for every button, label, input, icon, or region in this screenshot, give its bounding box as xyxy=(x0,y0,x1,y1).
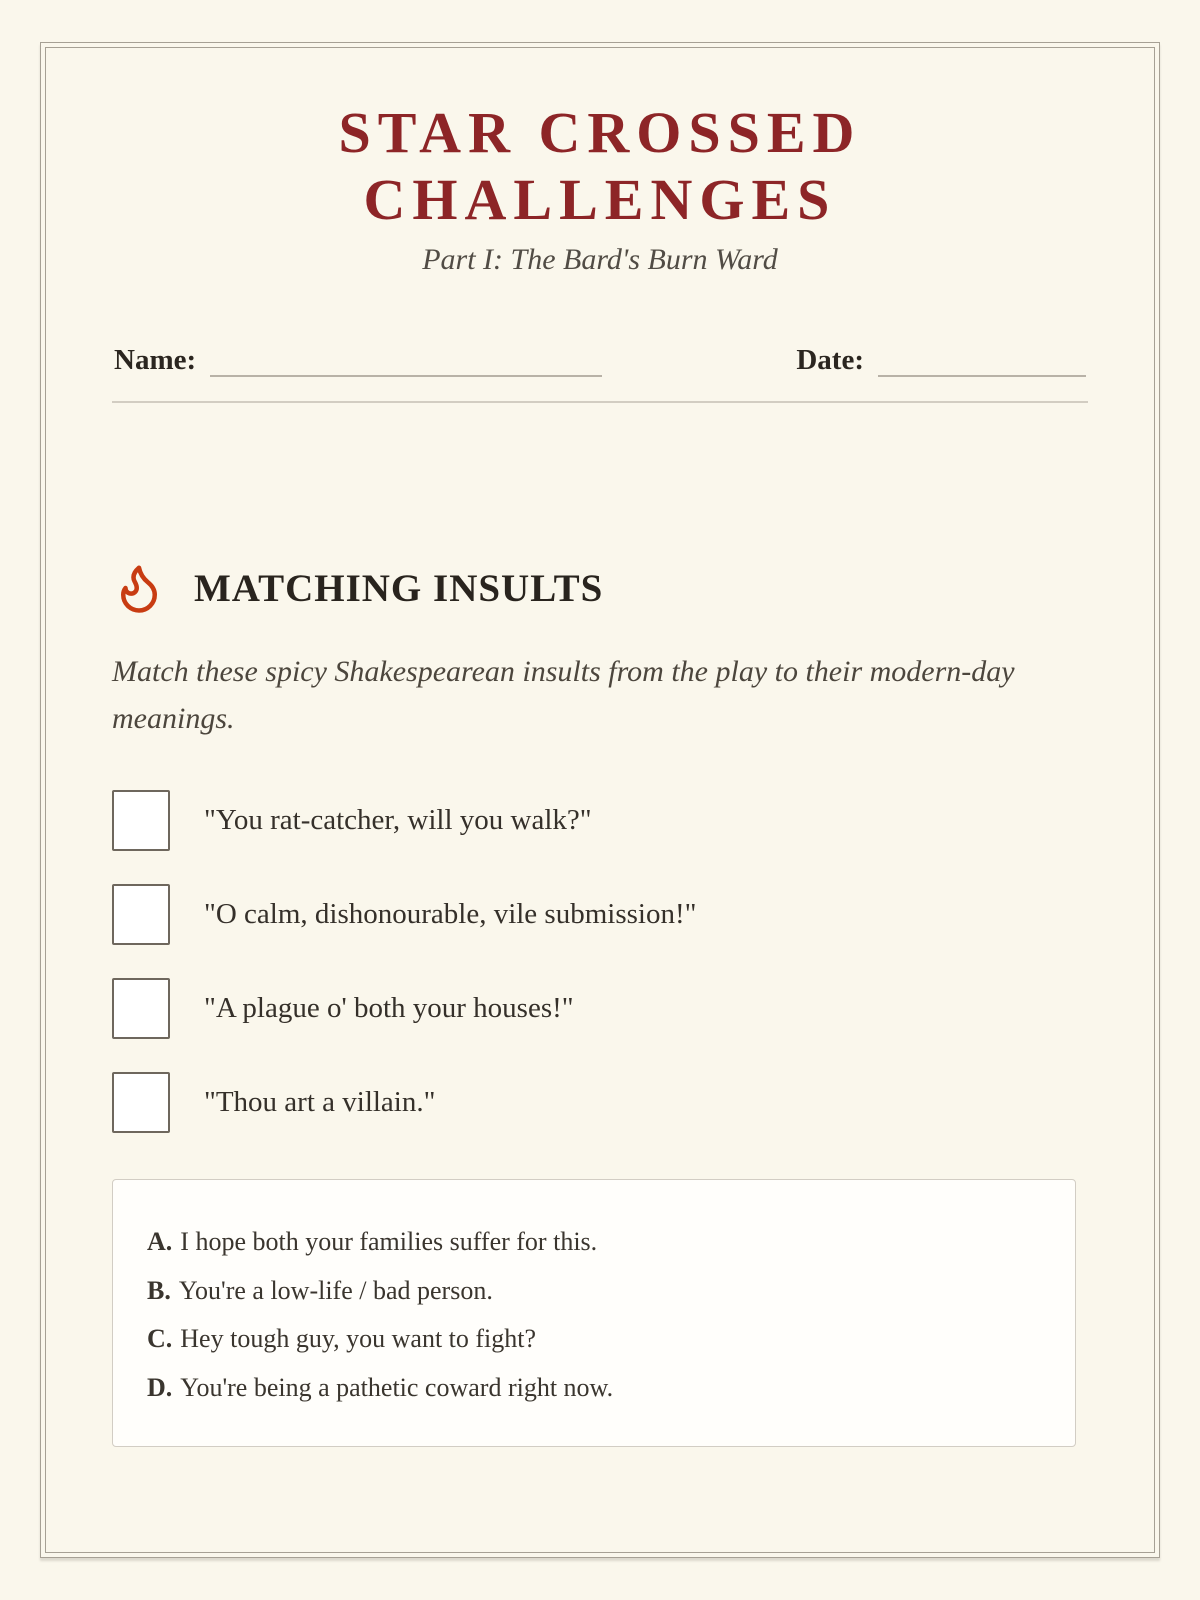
match-checkbox-4[interactable] xyxy=(112,1072,170,1133)
name-date-row xyxy=(112,343,1088,377)
answer-text: You're a low-life / bad person. xyxy=(178,1275,493,1305)
page-title: STAR CROSSED CHALLENGES xyxy=(338,100,862,232)
header-divider xyxy=(112,401,1088,403)
answer-option xyxy=(147,1275,1041,1308)
match-quote: "O calm, dishonourable, vile submission!" xyxy=(204,898,697,931)
page-subtitle: Part I: The Bard's Burn Ward xyxy=(422,243,778,277)
match-list xyxy=(112,790,1088,1133)
answer-letter: B. xyxy=(147,1275,171,1305)
answer-bank xyxy=(112,1179,1076,1447)
match-row xyxy=(112,1072,1088,1133)
match-row xyxy=(112,884,1088,945)
answer-option xyxy=(147,1323,1041,1356)
answer-letter: D. xyxy=(147,1372,173,1402)
section-instructions: Match these spicy Shakespearean insults from the play to their modern-day meanings. xyxy=(112,655,1015,735)
date-input-line[interactable] xyxy=(878,343,1086,377)
match-quote: "A plague o' both your houses!" xyxy=(204,992,574,1025)
match-checkbox-2[interactable] xyxy=(112,884,170,945)
answer-letter: C. xyxy=(147,1324,173,1354)
match-quote: "You rat-catcher, will you walk?" xyxy=(204,804,592,837)
match-checkbox-1[interactable] xyxy=(112,790,170,851)
flame-icon xyxy=(112,561,166,615)
answer-option xyxy=(147,1226,1041,1259)
name-label: Name: xyxy=(114,344,197,377)
match-checkbox-3[interactable] xyxy=(112,978,170,1039)
match-quote: "Thou art a villain." xyxy=(204,1086,436,1119)
worksheet-page xyxy=(40,42,1160,1558)
match-row xyxy=(112,978,1088,1039)
answer-text: I hope both your families suffer for this. xyxy=(180,1227,598,1257)
answer-text: You're being a pathetic coward right now. xyxy=(180,1372,614,1402)
date-label: Date: xyxy=(796,344,864,377)
match-row xyxy=(112,790,1088,851)
answer-text: Hey tough guy, you want to fight? xyxy=(180,1324,537,1354)
section-header xyxy=(112,561,1088,615)
worksheet-page-inner xyxy=(45,47,1155,1553)
name-input-line[interactable] xyxy=(210,343,602,377)
answer-option xyxy=(147,1372,1041,1405)
answer-letter: A. xyxy=(147,1227,173,1257)
section-heading: MATCHING INSULTS xyxy=(194,566,604,610)
